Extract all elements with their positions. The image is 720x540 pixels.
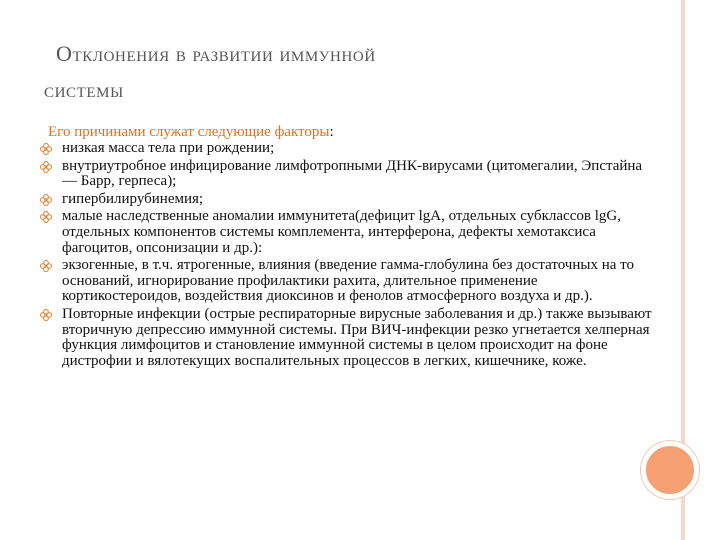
flower-bullet-icon: [40, 309, 52, 321]
flower-bullet-icon: [40, 161, 52, 173]
list-item: [40, 192, 660, 208]
intro-colon: :: [329, 124, 334, 140]
list-item-text: Повторные инфекции (острые респираторные вирусные заболевания и др.) также вызывают вторичную депрессию иммунной системы. При ВИЧ-инфекции резко угнетается хелперная функция лимфоцитов и становление иммунной системы в целом происходит на фоне дистрофии и вялотекущих воспалительных процессов в легких, кишечнике, коже.: [62, 305, 652, 369]
list-item: [40, 141, 660, 157]
list-item-text: экзогенные, в т.ч. ятрогенные, влияния (введение гамма-глобулина без достаточных на то оснований, игнорирование профилактики рахита, длительное применение кортикостероидов, воздействия диоксинов и фенолов атмосферного воздуха и др.).: [62, 257, 634, 305]
list-item: [40, 209, 660, 256]
flower-bullet-icon: [40, 143, 52, 155]
orange-circle-decoration: [641, 441, 699, 499]
intro-lead: Его причинами служат следующие факторы: [48, 124, 330, 140]
list-item-text: гипербилирубинемия;: [62, 190, 204, 207]
slide-title: [44, 36, 564, 108]
list-item-text: малые наследственные аномалии иммунитета(дефицит lgA, отдельных субклассов lgG, отдельных компонентов системы комплемента, интерферона, дефекты хемотаксиса фагоцитов, опсонизации и др.):: [62, 208, 621, 256]
list-item: [40, 159, 660, 190]
list-item: [40, 258, 660, 305]
flower-bullet-icon: [40, 211, 52, 223]
factor-list: [40, 141, 660, 371]
flower-bullet-icon: [40, 194, 52, 206]
title-line-2: системы: [44, 77, 124, 102]
flower-bullet-icon: [40, 260, 52, 272]
list-item-text: внутриутробное инфицирование лимфотропными ДНК-вирусами (цитомегалии, Эпстайна — Барр, герпеса);: [62, 157, 643, 190]
title-line-1: Отклонения в развитии иммунной: [56, 41, 376, 66]
list-item-text: низкая масса тела при рождении;: [62, 140, 275, 156]
intro-text: [48, 124, 648, 140]
list-item: [40, 307, 660, 369]
